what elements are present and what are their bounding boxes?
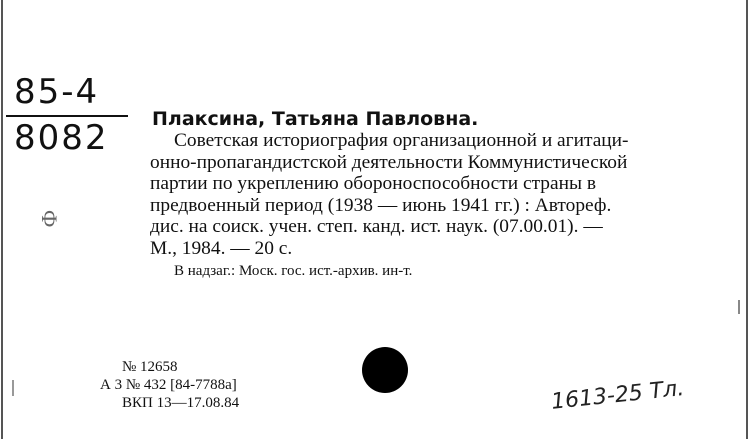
description-line: Советская историография организационной и агитаци- xyxy=(174,130,629,151)
scan-mark xyxy=(738,300,740,314)
vkp-record: ВКП 13—17.08.84 xyxy=(122,395,240,411)
card-left-edge xyxy=(1,0,3,439)
description-line: дис. на соиск. учен. степ. канд. ист. наук. (07.00.01). — xyxy=(150,216,603,237)
publisher-note: В надзаг.: Моск. гос. ист.-архив. ин-т. xyxy=(174,263,413,279)
card-punch-hole xyxy=(362,347,408,393)
shelfmark-divider xyxy=(6,115,128,117)
handwritten-annotation: 1613-25 Тл. xyxy=(550,376,686,415)
card-right-edge xyxy=(746,0,748,439)
description-line: партии по укреплению обороноспособности страны в xyxy=(150,173,597,194)
catalog-numbers xyxy=(100,358,239,412)
description-line: М., 1984. — 20 с. xyxy=(150,237,293,259)
accession-number: № 12658 xyxy=(122,359,178,375)
description-line: онно-пропагандистской деятельности Коммунистической xyxy=(150,151,628,173)
shelfmark-top: 85-4 xyxy=(14,72,100,112)
archive-code: А 3 № 432 [84-7788а] xyxy=(100,377,237,393)
scan-mark xyxy=(12,380,14,396)
shelfmark-bottom: 8082 xyxy=(14,118,109,158)
library-stamp-mark: Ф xyxy=(37,210,62,228)
description-line: предвоенный период (1938 — июнь 1941 гг.) : Автореф. xyxy=(150,194,612,216)
bibliographic-description xyxy=(150,130,735,259)
author-heading: Плаксина, Татьяна Павловна. xyxy=(152,108,479,130)
